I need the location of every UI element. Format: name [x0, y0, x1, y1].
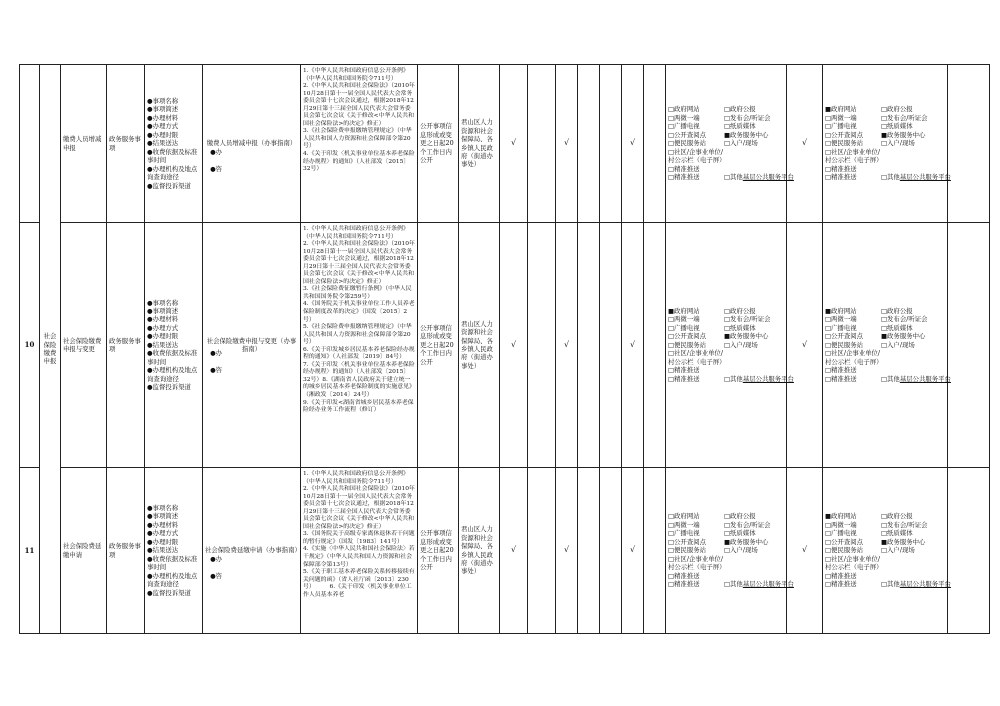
check-cell [644, 468, 666, 634]
channel-option: □精准推送 [668, 580, 700, 589]
row-number: 11 [20, 468, 40, 634]
channel-option: □公开查阅点 [668, 537, 706, 546]
channel-option: □入户/现场 [881, 340, 915, 349]
content-item: 事时间 [147, 563, 167, 572]
channel-option: □纸质媒体 [724, 122, 756, 131]
content-item: ●监督投诉渠道 [147, 588, 191, 597]
channel-option: □便民服务站 [825, 139, 863, 148]
content-item: ●办理机构及地点 ●咨 [147, 164, 223, 173]
content-item: 询查询途径 [147, 374, 179, 383]
check-cell: √ [622, 223, 644, 468]
channel-option: □其他 [881, 374, 900, 383]
legal-basis [301, 65, 418, 223]
group-label: 社会保险缴费申报 [40, 65, 61, 634]
channel-option: □其他 [724, 580, 743, 589]
guide-title: 社会保险费延缴申请（办事指南） [203, 468, 301, 634]
channel-option: ■政务服务中心 [881, 130, 926, 139]
basis-line: 7.《关于印发〈机关事业单位基本养老保险经办规程〉的通知》（人社部发〔2015〕32号）8.《湖南省人民政府关于建立统一的城乡居民基本养老保险制度的实施意见》（湘政发〔2014〕24号） [303, 361, 415, 399]
content-item: ●办理时限 [147, 332, 179, 341]
disclosure-table [19, 64, 990, 634]
channel-option: □政府公报 [881, 512, 913, 521]
basis-line: 1.《中华人民共和国政府信息公开条例》（中华人民共和国国务院令711号） [303, 226, 409, 240]
legal-basis [301, 223, 418, 468]
channel-option: □精准推送 [825, 173, 857, 182]
channel-other-text: 基层公共服务平台 [899, 173, 951, 182]
content-item: ●结果送达 [147, 546, 179, 555]
channel-option: □入户/现场 [724, 139, 758, 148]
publishing-subject: 君山区人力资源和社会保障局、各乡镇人民政府（街道办事处） [459, 468, 500, 634]
channel-other-text: 基层公共服务平台 [899, 580, 951, 589]
channel-option: □政府公报 [881, 105, 913, 114]
channel-option: □精准推送 [825, 366, 857, 375]
item-name: 社会保险缴费申报与变更 [61, 223, 107, 468]
content-item: ●收费依据及标准 ●办 [147, 349, 223, 358]
channel-option: □公开查阅点 [825, 332, 863, 341]
channel-option: □纸质媒体 [881, 323, 913, 332]
content-item: ●监督投诉渠道 [147, 181, 191, 190]
content-item: ●办理机构及地点 ●咨 [147, 366, 223, 375]
channel-option: □精准推送 [668, 366, 700, 375]
content-item: ●事项简述 [147, 512, 179, 521]
channel-option: ■政府网站 [668, 306, 700, 315]
channel-option: □入户/现场 [881, 139, 915, 148]
channel-option: □发布会/听证会 [881, 520, 928, 529]
content-item: ●办理材料 [147, 520, 179, 529]
basis-line: 3.《社会保险费征缴暂行条例》（中华人民共和国国务院令第259号） [303, 286, 412, 300]
channel-option: □公开查阅点 [668, 130, 706, 139]
content-item: 询查询途径 [147, 173, 179, 182]
content-items [145, 468, 223, 634]
channel-option: □社区/企事业单位/村公示栏（电子屏） [825, 554, 883, 572]
table-row [20, 65, 990, 223]
channel-option: □纸质媒体 [881, 529, 913, 538]
channel-other-text: 基层公共服务平台 [742, 580, 794, 589]
channel-option: □公开查阅点 [668, 332, 706, 341]
content-item: ●办理时限 [147, 537, 179, 546]
channel-option: □广播电视 [668, 323, 700, 332]
content-item: ●收费依据及标准 ●办 [147, 147, 223, 156]
basis-line: 4.《国务院关于机关事业单位工作人员养老保险制度改革的决定》（国发〔2015〕2号） [303, 301, 415, 323]
channel-option: □社区/企事业单位/村公示栏（电子屏） [825, 147, 883, 165]
channel-list [823, 65, 951, 223]
empty-cell [948, 223, 990, 468]
channel-option: □两微一端 [668, 315, 700, 324]
item-category: 政务服务事项 [107, 65, 145, 223]
check-cell: √ [787, 223, 823, 468]
channel-option: □其他 [881, 580, 900, 589]
channel-option: □精准推送 [825, 571, 857, 580]
empty-cell [948, 468, 990, 634]
content-item: ●办理方式 [147, 529, 179, 538]
channel-option: □入户/现场 [724, 546, 758, 555]
basis-line: 3.《国务院关于高级专家离休退休若干问题的暂行规定》（国发〔1983〕141号） [303, 531, 415, 545]
check-cell: √ [500, 223, 528, 468]
channel-option: □公开查阅点 [825, 130, 863, 139]
channel-option: □纸质媒体 [881, 122, 913, 131]
basis-line: 6.《关于印发城乡居民基本养老保险经办规程的通知》（人社部发〔2019〕84号） [303, 346, 415, 361]
channel-option: □社区/企事业单位/村公示栏（电子屏） [668, 147, 726, 165]
channel-option: □政府网站 [668, 512, 700, 521]
basis-line: 4.《关于印发〈机关事业单位基本养老保险经办规程〉的通知》（人社部发〔2015〕32号） [303, 151, 415, 173]
content-items [145, 65, 223, 223]
channel-option: □两微一端 [825, 315, 857, 324]
channel-option: ■政府网站 [825, 306, 857, 315]
channel-list [823, 223, 951, 468]
check-cell [578, 223, 600, 468]
channel-option: ■政务服务中心 [724, 332, 769, 341]
content-item: ●办理机构及地点 ●咨 [147, 571, 223, 580]
content-item: ●结果送达 [147, 340, 179, 349]
channel-option: □政府公报 [724, 512, 756, 521]
content-item: ●事项名称 [147, 97, 179, 105]
check-cell [600, 468, 622, 634]
channel-option: □社区/企事业单位/村公示栏（电子屏） [668, 554, 726, 572]
channel-option: ■政务服务中心 [881, 537, 926, 546]
content-item: ●事项名称 [147, 504, 179, 512]
basis-line: 9.《关于印发<湖南省城乡居民基本养老保险经办业务工作流程（修订） [303, 399, 414, 414]
channel-option: □精准推送 [825, 374, 857, 383]
channel-other-text: 基层公共服务平台 [742, 374, 794, 383]
channel-option: □发布会/听证会 [724, 520, 771, 529]
channel-other-text: 基层公共服务平台 [742, 173, 794, 182]
channel-option: □社区/企事业单位/村公示栏（电子屏） [825, 349, 883, 366]
content-item: ●办理材料 [147, 315, 179, 324]
check-cell [528, 65, 556, 223]
content-item: ●事项简述 [147, 105, 179, 114]
channel-option: □政府网站 [668, 105, 700, 114]
content-item: 询查询途径 [147, 580, 179, 589]
channel-option: □两微一端 [668, 520, 700, 529]
row-number: 10 [20, 223, 40, 468]
content-item: ●办理时限 [147, 130, 179, 139]
channel-option: □入户/现场 [881, 546, 915, 555]
check-cell [600, 223, 622, 468]
check-cell [600, 65, 622, 223]
channel-option: □广播电视 [668, 122, 700, 131]
channel-option: □便民服务站 [668, 546, 706, 555]
content-items [145, 223, 223, 468]
item-name: 缴费人员增减申报 [61, 65, 107, 223]
channel-option: ■政府网站 [825, 512, 857, 521]
item-category: 政务服务事项 [107, 468, 145, 634]
channel-option: □广播电视 [825, 122, 857, 131]
content-item: ●办理方式 [147, 122, 179, 131]
basis-line: 1.《中华人民共和国政府信息公开条例》（中华人民共和国国务院令711号） [303, 471, 409, 485]
channel-list [666, 65, 794, 223]
check-cell: √ [556, 468, 578, 634]
channel-option: □纸质媒体 [724, 323, 756, 332]
publishing-subject: 君山区人力资源和社会保障局、各乡镇人民政府（街道办事处） [459, 223, 500, 468]
channel-option: □便民服务站 [668, 139, 706, 148]
channel-option: □发布会/听证会 [881, 315, 928, 324]
table-body [20, 65, 990, 634]
legal-basis [301, 468, 418, 634]
check-cell [578, 468, 600, 634]
channel-option: □其他 [724, 374, 743, 383]
channel-option: □精准推送 [668, 173, 700, 182]
check-cell [644, 223, 666, 468]
channel-option: □发布会/听证会 [881, 113, 928, 122]
check-cell [528, 223, 556, 468]
channel-list [666, 223, 794, 468]
channel-option: ■政府网站 [825, 105, 857, 114]
channel-option: □入户/现场 [724, 340, 758, 349]
channel-option: □两微一端 [825, 520, 857, 529]
content-item: ●事项简述 [147, 306, 179, 315]
channel-option: □两微一端 [668, 113, 700, 122]
channel-option: □便民服务站 [825, 546, 863, 555]
item-category: 政务服务事项 [107, 223, 145, 468]
channel-option: □其他 [724, 173, 743, 182]
check-cell: √ [556, 223, 578, 468]
channel-list [666, 468, 794, 634]
time-limit: 公开事项信息形成或变更之日起20个工作日内公开 [418, 223, 459, 468]
check-cell [644, 65, 666, 223]
content-item: 事时间 [147, 156, 167, 165]
time-limit: 公开事项信息形成或变更之日起20个工作日内公开 [418, 65, 459, 223]
check-cell: √ [787, 468, 823, 634]
channel-option: □发布会/听证会 [724, 113, 771, 122]
content-item: ●监督投诉渠道 [147, 383, 191, 392]
basis-line: 2.《中华人民共和国社会保险法》（2010年10月28日第十一届全国人民代表大会常务委员会第十七次会议通过，根据2018年12月29日第十三届全国人民代表大会常务委员会第七次会议《关于修改<中华人民共和国社会保险法>的决定》修正） [303, 486, 415, 530]
table-row [20, 223, 990, 468]
channel-option: □精准推送 [668, 374, 700, 383]
time-limit: 公开事项信息形成或变更之日起20个工作日内公开 [418, 468, 459, 634]
channel-option: □社区/企事业单位/村公示栏（电子屏） [668, 349, 726, 366]
channel-option: □便民服务站 [825, 340, 863, 349]
channel-option: □纸质媒体 [724, 529, 756, 538]
channel-option: □其他 [881, 173, 900, 182]
basis-line: 1.《中华人民共和国政府信息公开条例》（中华人民共和国国务院令711号） [303, 68, 409, 82]
channel-option: □政府公报 [724, 105, 756, 114]
content-item: ●办理材料 [147, 113, 179, 122]
check-cell [578, 65, 600, 223]
table-row [20, 468, 990, 634]
basis-line: 5.《关于职工基本养老保险关系转移接续有关问题的函》（省人社厅函〔2013〕230号） 6.《关于印发〈机关事业单位工作人员基本养老 [303, 569, 415, 598]
content-item: ●收费依据及标准 ●办 [147, 554, 223, 563]
channel-other-text: 基层公共服务平台 [899, 374, 951, 383]
basis-line: 2.《中华人民共和国社会保险法》（2010年10月28日第十一届全国人民代表大会常务委员会第十七次会议通过，根据2018年12月29日第十三届全国人民代表大会常务委员会第七次会议《关于修改<中华人民共和国社会保险法>的决定》修正） [303, 83, 415, 127]
basis-line: 4.《实施〈中华人民共和国社会保险法〉若干规定》（中华人民共和国人力资源和社会保障部令第13号） [303, 546, 415, 568]
content-item: ●事项名称 [147, 298, 179, 307]
channel-option: □广播电视 [668, 529, 700, 538]
check-cell: √ [622, 65, 644, 223]
check-cell [528, 468, 556, 634]
channel-option: ■政务服务中心 [724, 537, 769, 546]
check-cell: √ [787, 65, 823, 223]
channel-option: □精准推送 [825, 580, 857, 589]
channel-option: □广播电视 [825, 529, 857, 538]
content-item: ●结果送达 [147, 139, 179, 148]
channel-option: □广播电视 [825, 323, 857, 332]
basis-line: 5.《社会保险费申报缴纳管理规定》（中华人民共和国人力资源和社会保障部令第20号） [303, 324, 412, 346]
check-cell: √ [622, 468, 644, 634]
basis-line: 2.《中华人民共和国社会保险法》（2010年10月28日第十一届全国人民代表大会常务委员会第十七次会议通过，根据2018年12月29日第十三届全国人民代表大会常务委员会第七次会议《关于修改<中华人民共和国社会保险法>的决定》修正） [303, 241, 415, 285]
channel-option: □发布会/听证会 [724, 315, 771, 324]
empty-cell [948, 65, 990, 223]
row-number [20, 65, 40, 223]
channel-option: □两微一端 [825, 113, 857, 122]
check-cell: √ [500, 468, 528, 634]
channel-option: □政府公报 [724, 306, 756, 315]
content-item: ●办理方式 [147, 323, 179, 332]
content-item: 事时间 [147, 357, 167, 366]
channel-option: □精准推送 [825, 164, 857, 173]
channel-option: □政府公报 [881, 306, 913, 315]
channel-option: □精准推送 [668, 571, 700, 580]
channel-list [823, 468, 951, 634]
basis-line: 3.《社会保险费申报缴纳管理规定》（中华人民共和国人力资源和社会保障部令第20号） [303, 128, 412, 150]
channel-option: ■政务服务中心 [881, 332, 926, 341]
check-cell: √ [500, 65, 528, 223]
channel-option: □公开查阅点 [825, 537, 863, 546]
channel-option: □精准推送 [668, 164, 700, 173]
publishing-subject: 君山区人力资源和社会保障局、各乡镇人民政府（街道办事处） [459, 65, 500, 223]
item-name: 社会保险费延缴申请 [61, 468, 107, 634]
guide-title: 社会保险缴费申报与变更（办事指南） [203, 223, 301, 468]
channel-option: ■政务服务中心 [724, 130, 769, 139]
guide-title: 缴费人员增减申报（办事指南） [203, 65, 301, 223]
check-cell: √ [556, 65, 578, 223]
channel-option: □便民服务站 [668, 340, 706, 349]
